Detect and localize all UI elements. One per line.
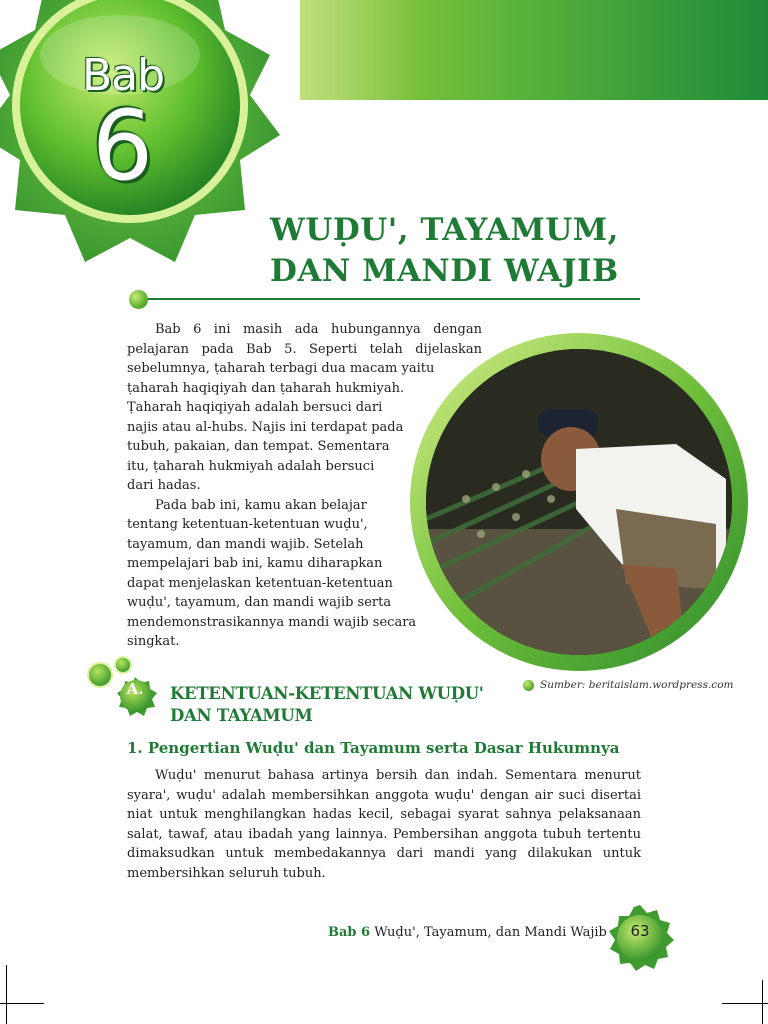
intro-line: dapat menjelaskan ketentuan-ketentuan: [127, 575, 393, 591]
intro-line: mendemonstrasikannya mandi wajib secara: [127, 614, 417, 630]
crop-mark: [762, 980, 763, 1024]
intro-line: tentang ketentuan-ketentuan wuḍu',: [127, 517, 368, 532]
intro-line: sebelumnya, ṭaharah terbagi dua macam yaitu: [127, 361, 435, 376]
intro-line: wuḍu', tayamum, dan mandi wajib serta: [127, 595, 392, 610]
section-title: [170, 683, 484, 727]
intro-line: tubuh, pakaian, dan tempat. Sementara: [127, 439, 390, 454]
body-line: Wuḍu' menurut bahasa artinya bersih dan indah. Sementara menurut: [155, 768, 641, 783]
footer-chapter-title: Wuḍu', Tayamum, dan Mandi Wajib: [374, 925, 607, 940]
section-title-line-2: DAN TAYAMUM: [170, 706, 313, 725]
intro-line: pelajaran pada Bab 5. Seperti telah dijelaskan: [127, 341, 482, 357]
intro-line: singkat.: [127, 634, 180, 649]
body-line: membersihkan seluruh tubuh.: [127, 865, 326, 881]
chapter-title-line-2: DAN MANDI WAJIB: [270, 253, 619, 289]
page-number: 63: [630, 922, 650, 940]
chapter-title-line-1: WUḌU', TAYAMUM,: [270, 212, 619, 248]
intro-line: itu, ṭaharah hukmiyah adalah bersuci: [127, 458, 375, 474]
title-divider: [148, 298, 640, 300]
chapter-label: Bab: [82, 50, 165, 101]
intro-line: Bab 6 ini masih ada hubungannya dengan: [155, 322, 482, 337]
running-footer: [328, 925, 607, 940]
intro-line: dari hadas.: [127, 478, 201, 493]
wudu-photo: [426, 349, 732, 655]
body-line: dimaksudkan untuk membedakannya dari mandi yang dilakukan untuk: [127, 846, 641, 861]
photo-illustration: [426, 349, 732, 655]
body-paragraph: [127, 766, 641, 883]
section-letter: A.: [126, 680, 144, 698]
chapter-number: 6: [92, 90, 154, 202]
footer-chapter-ref: Bab 6: [328, 925, 371, 940]
section-title-line-1: KETENTUAN-KETENTUAN WUḌU': [170, 684, 484, 703]
chapter-title: [270, 210, 690, 292]
intro-line: Ṭaharah haqiqiyah adalah bersuci dari: [127, 400, 383, 415]
intro-line: najis atau al-hubs. Najis ini terdapat pada: [127, 419, 404, 435]
intro-line: mempelajari bab ini, kamu diharapkan: [127, 556, 383, 571]
bullet-dot-icon: [129, 290, 148, 309]
subsection-title: 1. Pengertian Wuḍu' dan Tayamum serta Dasar Hukumnya: [127, 739, 620, 757]
intro-line: tayamum, dan mandi wajib. Setelah: [127, 536, 364, 552]
caption-bullet-icon: [523, 680, 534, 691]
intro-line: Pada bab ini, kamu akan belajar: [155, 497, 367, 513]
body-line: niat untuk menghilangkan hadas kecil, sebagai syarat sahnya pelaksanaan: [127, 807, 641, 822]
photo-caption: Sumber: beritaislam.wordpress.com: [540, 679, 734, 691]
body-line: syara', wuḍu' adalah membersihkan anggota wuḍu' dengan air suci disertai: [127, 787, 641, 803]
intro-line: ṭaharah haqiqiyah dan ṭaharah hukmiyah.: [127, 380, 405, 396]
body-line: salat, tawaf, atau ibadah yang lainnya. Pembersihan anggota tubuh tertentu: [127, 826, 641, 842]
crop-mark: [6, 965, 7, 1024]
